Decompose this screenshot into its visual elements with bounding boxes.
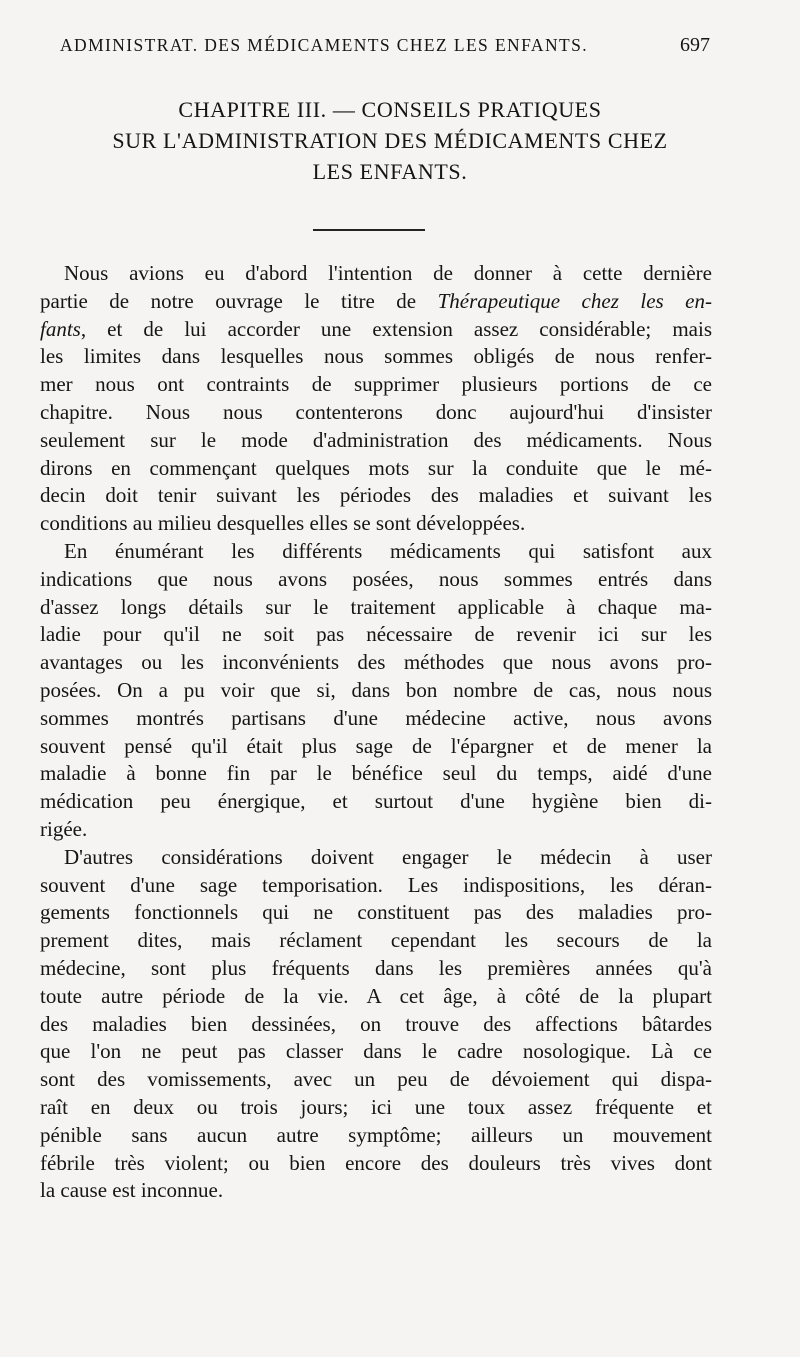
text-line: avantages ou les inconvénients des méthodes que nous avons pro-	[40, 650, 712, 675]
text-line: prement dites, mais réclament cependant les secours de la	[40, 928, 712, 953]
chapter-heading	[40, 94, 740, 187]
section-divider	[313, 229, 425, 231]
text-line: ladie pour qu'il ne soit pas nécessaire de revenir ici sur les	[40, 622, 712, 647]
text-line: dirons en commençant quelques mots sur la conduite que le mé-	[40, 455, 712, 480]
text-line: la cause est inconnue.	[40, 1178, 224, 1203]
page-number: 697	[680, 34, 710, 56]
chapter-heading-line-3: LES ENFANTS.	[312, 159, 468, 184]
running-head	[60, 34, 710, 58]
text-line: souvent pensé qu'il était plus sage de l'épargner et de mener la	[40, 733, 712, 758]
text-line: D'autres considérations doivent engager le médecin à user	[64, 844, 712, 869]
text-fragment: , et de lui accorder une extension assez considérable; mais	[80, 316, 712, 341]
text-line	[40, 316, 712, 344]
text-line: decin doit tenir suivant les périodes des maladies et suivant les	[40, 483, 712, 508]
running-title: ADMINISTRAT. DES MÉDICAMENTS CHEZ LES ENFANTS.	[60, 35, 588, 55]
text-line: seulement sur le mode d'administration des médicaments. Nous	[40, 427, 712, 452]
text-line: posées. On a pu voir que si, dans bon nombre de cas, nous nous	[40, 677, 712, 702]
chapter-heading-line-1: CHAPITRE III. — CONSEILS PRATIQUES	[178, 97, 602, 122]
text-line: maladie à bonne fin par le bénéfice seul du temps, aidé d'une	[40, 761, 712, 786]
text-line: médication peu énergique, et surtout d'une hygiène bien di-	[40, 789, 712, 814]
body-text	[40, 260, 712, 1205]
text-line	[40, 288, 712, 316]
text-line: gements fonctionnels qui ne constituent pas des maladies pro-	[40, 900, 712, 925]
text-line: Nous avions eu d'abord l'intention de donner à cette dernière	[64, 261, 712, 285]
text-line: conditions au milieu desquelles elles se sont développées.	[40, 511, 526, 536]
text-line: raît en deux ou trois jours; ici une toux assez fréquente et	[40, 1094, 712, 1119]
italic-title: Thérapeutique chez les en-	[437, 288, 712, 313]
text-line: toute autre période de la vie. A cet âge, à côté de la plupart	[40, 983, 712, 1008]
text-line: souvent d'une sage temporisation. Les indispositions, les déran-	[40, 872, 712, 897]
text-line: d'assez longs détails sur le traitement applicable à chaque ma-	[40, 594, 712, 619]
text-line: médecine, sont plus fréquents dans les premières années qu'à	[40, 955, 712, 980]
text-line: sommes montrés partisans d'une médecine active, nous avons	[40, 705, 712, 730]
text-line: fébrile très violent; ou bien encore des douleurs très vives dont	[40, 1150, 712, 1175]
text-fragment: partie de notre ouvrage le titre de	[40, 288, 417, 313]
text-line: En énumérant les différents médicaments qui satisfont aux	[64, 538, 712, 563]
text-line: sont des vomissements, avec un peu de dévoiement qui dispa-	[40, 1067, 712, 1092]
text-line: chapitre. Nous nous contenterons donc aujourd'hui d'insister	[40, 399, 712, 424]
text-line: les limites dans lesquelles nous sommes obligés de nous renfer-	[40, 344, 712, 369]
text-line: que l'on ne peut pas classer dans le cadre nosologique. Là ce	[40, 1039, 712, 1064]
text-line: pénible sans aucun autre symptôme; ailleurs un mouvement	[40, 1122, 712, 1147]
text-line: des maladies bien dessinées, on trouve des affections bâtardes	[40, 1011, 712, 1036]
text-line: indications que nous avons posées, nous sommes entrés dans	[40, 566, 712, 591]
italic-title-end: fants	[40, 316, 81, 341]
chapter-heading-line-2: SUR L'ADMINISTRATION DES MÉDICAMENTS CHEZ	[112, 128, 668, 153]
text-line: mer nous ont contraints de supprimer plusieurs portions de ce	[40, 372, 712, 397]
text-line: rigée.	[40, 816, 88, 841]
